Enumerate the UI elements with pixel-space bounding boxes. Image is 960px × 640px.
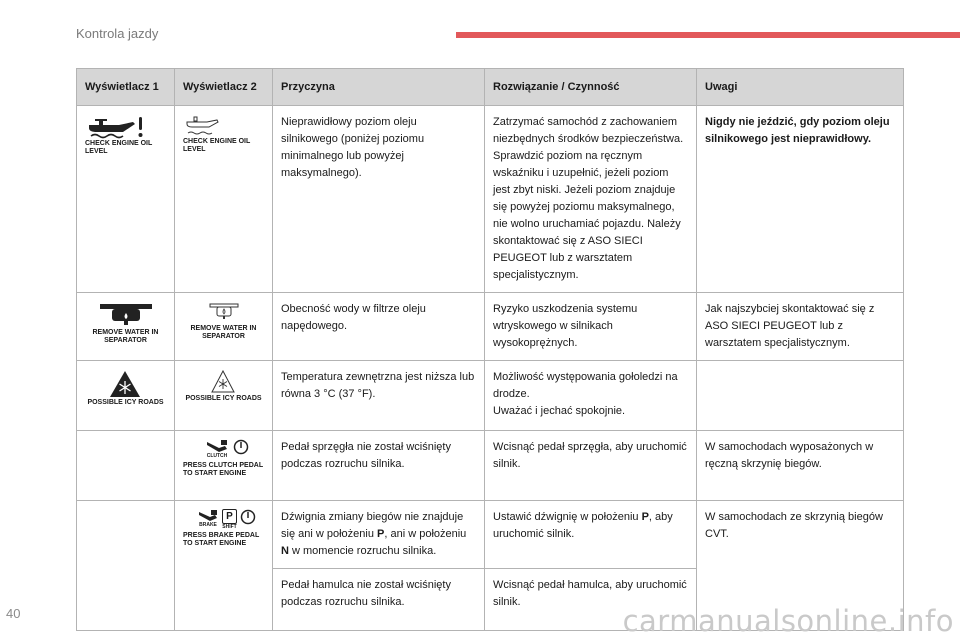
start-button-icon <box>233 439 249 455</box>
icy-roads-display1 <box>87 369 163 407</box>
column-header-notes: Uwagi <box>697 69 904 106</box>
action-cell: Wcisnąć pedał sprzęgła, aby uruchomić silnik. <box>485 431 697 501</box>
shift-label: SHIFT <box>222 524 237 530</box>
watermark: carmanualsonline.info <box>622 604 954 638</box>
gear-p-label: P <box>377 528 385 540</box>
snowflake-warning-icon <box>108 369 142 399</box>
cause-cell: Nieprawidłowy poziom oleju silnikowego (poniżej poziomu minimalnego lub powyżej maksymalnego). <box>273 106 485 293</box>
cause-cell: Obecność wody w filtrze oleju napędowego. <box>273 293 485 361</box>
header-accent-bar <box>456 32 960 38</box>
oil-level-display1 <box>85 114 166 156</box>
cause-cell: Temperatura zewnętrzna jest niższa lub równa 3 °C (37 °F). <box>273 361 485 431</box>
snowflake-warning-outline-icon <box>210 369 236 395</box>
display1-cell <box>77 501 175 631</box>
notes-cell <box>697 361 904 431</box>
foot-pedal-icon <box>205 439 229 453</box>
table-header-row <box>77 69 904 106</box>
clutch-caption-2: PRESS CLUTCH PEDAL TO START ENGINE <box>183 462 263 477</box>
cause-cell: Pedał sprzęgła nie został wciśnięty podczas rozruchu silnika. <box>273 431 485 501</box>
oil-level-caption-2: CHECK ENGINE OIL LEVEL <box>183 138 251 153</box>
action-text-1: Możliwość występowania gołoledzi na drodze. <box>493 371 678 400</box>
action-cell <box>485 501 697 569</box>
brake-caption-2: PRESS BRAKE PEDAL TO START ENGINE <box>183 532 260 547</box>
page-number: 40 <box>6 606 21 621</box>
oil-level-caption-1: CHECK ENGINE OIL LEVEL <box>85 140 153 155</box>
brake-label: BRAKE <box>199 522 217 528</box>
column-header-display1: Wyświetlacz 1 <box>77 69 175 106</box>
display1-cell <box>77 361 175 431</box>
oil-can-icon <box>85 114 149 140</box>
table-row <box>77 431 904 501</box>
start-button-icon <box>240 509 256 525</box>
notes-cell: Jak najszybciej skontaktować się z ASO SIECI PEUGEOT lub z warsztatem specjalistycznym. <box>697 293 904 361</box>
gear-p-label: P <box>641 511 649 523</box>
column-header-cause: Przyczyna <box>273 69 485 106</box>
gear-n-label: N <box>281 545 289 557</box>
oil-can-outline-icon <box>183 114 227 138</box>
display1-cell <box>77 106 175 293</box>
display1-cell <box>77 293 175 361</box>
column-header-action: Rozwiązanie / Czynność <box>485 69 697 106</box>
display2-cell <box>175 293 273 361</box>
water-separator-caption-2: REMOVE WATER IN SEPARATOR <box>190 325 257 340</box>
water-separator-display1 <box>85 301 166 345</box>
table-row <box>77 361 904 431</box>
table-row <box>77 293 904 361</box>
display2-cell <box>175 106 273 293</box>
column-header-display2: Wyświetlacz 2 <box>175 69 273 106</box>
fuel-filter-outline-icon <box>204 301 244 325</box>
warning-messages-table <box>76 68 904 631</box>
table-row <box>77 106 904 293</box>
oil-level-display2 <box>183 114 273 154</box>
action-text: Ustawić dźwignię w położeniu <box>493 511 642 523</box>
action-text: , aby uruchomić silnik. <box>493 511 673 540</box>
brake-pedal-display2 <box>183 509 264 548</box>
cause-text: , ani w położeniu <box>384 528 467 540</box>
action-cell: Zatrzymać samochód z zachowaniem niezbędnych środków bezpieczeństwa. Sprawdzić poziom na ręcznym wskaźniku i uzupełnić, jeżeli poziom jest zbyt niski. Jeżeli poziom znajduje się powyżej poziomu maksymalnego, nie wolno uruchamiać pojazdu. Należy skontaktować się z ASO SIECI PEUGEOT lub z warsztatem specjalistycznym. <box>485 106 697 293</box>
icy-roads-caption-2: POSSIBLE ICY ROADS <box>185 395 262 402</box>
cause-text: w momencie rozruchu silnika. <box>288 545 437 557</box>
action-cell: Ryzyko uszkodzenia systemu wtryskowego w silnikach wysokoprężnych. <box>485 293 697 361</box>
clutch-pedal-display2 <box>183 439 264 478</box>
water-separator-caption-1: REMOVE WATER IN SEPARATOR <box>92 329 159 344</box>
cause-cell: Pedał hamulca nie został wciśnięty podczas rozruchu silnika. <box>273 569 485 631</box>
notes-cell: W samochodach wyposażonych w ręczną skrzynię biegów. <box>697 431 904 501</box>
icy-roads-caption-1: POSSIBLE ICY ROADS <box>87 399 164 406</box>
display2-cell <box>175 361 273 431</box>
notes-cell: Nigdy nie jeździć, gdy poziom oleju silnikowego jest nieprawidłowy. <box>697 106 904 293</box>
display2-cell <box>175 501 273 631</box>
page-header-title: Kontrola jazdy <box>76 26 159 41</box>
cause-cell <box>273 501 485 569</box>
park-position-icon: P <box>222 509 237 524</box>
action-cell: Wcisnąć pedał hamulca, aby uruchomić silnik. <box>485 569 697 631</box>
table-row <box>77 501 904 569</box>
cause-text: Dźwignia zmiany biegów nie znajduje się ani w położeniu <box>281 511 464 540</box>
fuel-filter-icon <box>96 301 156 329</box>
notes-cell: W samochodach ze skrzynią biegów CVT. <box>697 501 904 631</box>
display1-cell <box>77 431 175 501</box>
action-text-2: Uważać i jechać spokojnie. <box>493 405 626 417</box>
clutch-label: CLUTCH <box>206 453 228 459</box>
display2-cell <box>175 431 273 501</box>
icy-roads-display2 <box>185 369 261 403</box>
water-separator-display2 <box>183 301 264 341</box>
brake-pedal-icon <box>197 509 219 522</box>
action-cell <box>485 361 697 431</box>
